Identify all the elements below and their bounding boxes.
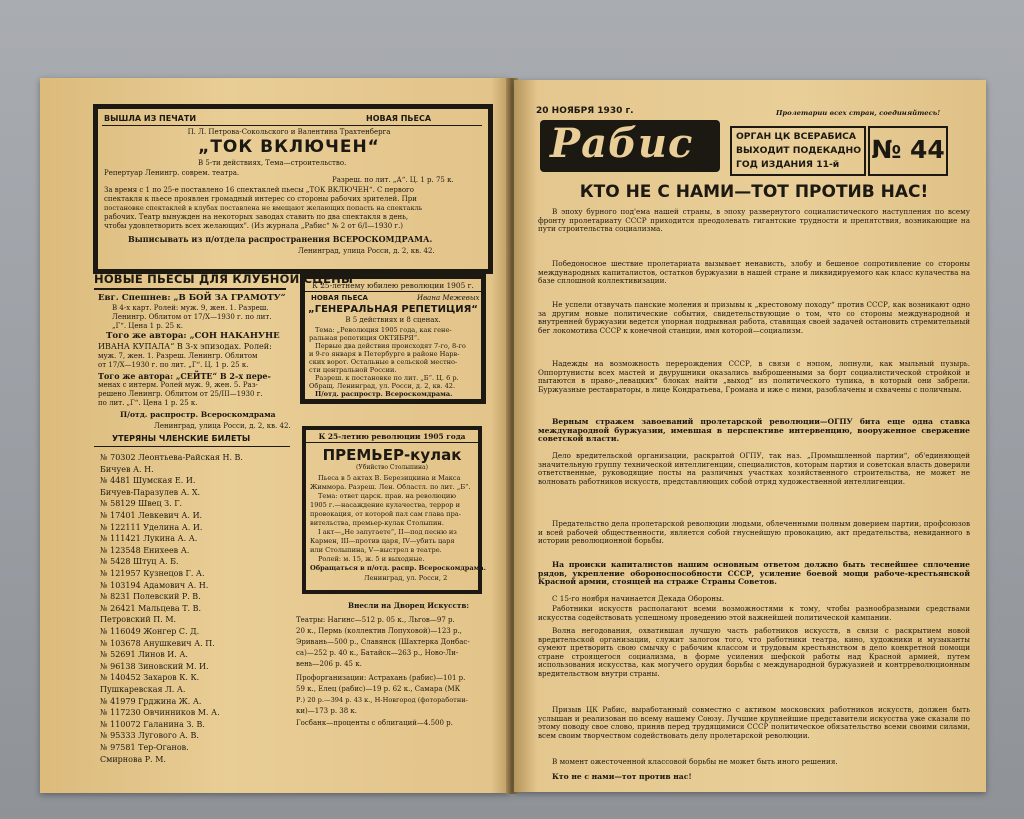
donation-line: Театры: Нагинс—512 р. 05 к., Льгов—97 р. [296, 616, 455, 624]
lost-ticket-row: Пушкаревская Л. А. [100, 685, 186, 694]
ad4-line: Обращаться в п/отд. распр. Всероскомдрама. [310, 564, 486, 572]
lost-ticket-row: № 5428 Штуц А. Б. [100, 557, 179, 567]
donation-line: 20 к., Пермь (коллектив Лопуховой)—123 р., [296, 627, 462, 635]
org-line: ОРГАН ЦК ВСЕРАБИСА [736, 131, 857, 142]
article-paragraph: Победоносное шествие пролетариата вызывает ненависть, злобу и бешеное сопротивление со стороны международных капиталистов, остатков буржуазии в нашей стране и ликвидируемого как класс кулачества на базе сплошной коллективизации. [538, 260, 970, 286]
ad2-line: менах с интерм. Ролей муж. 9, жен. 5. Раз- [98, 381, 258, 389]
ad3-line: сти центральной России. [309, 366, 397, 374]
ad2-line: Ленингр. Облитом от 17/X—1930 г. по лит. [112, 313, 272, 321]
article-paragraph: На происки капиталистов нашим основным ответом должно быть теснейшее сплочение рядов, укрепление обороноспособности СССР, усиление боевой мощи рабоче-крестьянской Красной армии, стоящей на страже Страны Советов. [538, 561, 970, 587]
ad4-line: Тема: ответ царск. прав. на революцию [318, 492, 457, 500]
article-paragraph: Предательство дела пролетарской революции людьми, облеченными полным доверием партии, профсоюзов и всей рабочей общественности, является собой гнуснейшую провокацию, акт предательства, невиданного в истории революционной борьбы. [538, 520, 970, 546]
ad1-label-left: ВЫШЛА ИЗ ПЕЧАТИ [104, 114, 197, 123]
ad4-line: провокация, от которой пал сам глава пра- [310, 510, 461, 518]
right-page [514, 80, 986, 792]
donation-line: Профорганизации: Астрахань (рабис)—101 р. [296, 674, 466, 682]
lost-ticket-row: № 41979 Грджина Ж. А. [100, 696, 202, 706]
lost-ticket-row: Смирнова Р. М. [100, 754, 166, 764]
article-paragraph: Кто не с нами—тот против нас! [552, 773, 692, 781]
ad4-title: ПРЕМЬЕР-кулак [322, 446, 462, 464]
lost-ticket-row: № 26421 Мальцева Т. В. [100, 603, 202, 613]
ad1-order: Выписывать из п/отдела распространения ВСЕРОСКОМДРАМА. [128, 234, 433, 244]
logo-block [540, 120, 720, 172]
article-paragraph: В момент ожесточенной классовой борьбы не может быть иного решения. [552, 758, 838, 766]
org-info [730, 126, 866, 176]
donation-line: Госбанк—проценты с облигаций—4.500 р. [296, 719, 453, 727]
ad4-line: Жиммора. Разреш. Лен. Областл. по лит. „Б“. [310, 483, 471, 491]
ad2-line: Того же автора: „СОН НАКАНУНЕ [106, 331, 280, 341]
lost-ticket-row: № 95333 Лугового А. В. [100, 731, 199, 741]
ad2-line: по лит. „Г“. Цена 1 р. 25 к. [98, 399, 198, 407]
ad3-label: НОВАЯ ПЬЕСА [311, 294, 368, 302]
headline: КТО НЕ С НАМИ—ТОТ ПРОТИВ НАС! [579, 182, 929, 202]
article-paragraph: В эпоху бурного под'ема нашей страны, в эпоху развернутого социалистического наступления по всему фронту пролетариату СССР приходится преодолевать гигантские трудности и препятствия, возникающие на пути строительства социализма. [538, 208, 970, 234]
ad3-title: „ГЕНЕРАЛЬНАЯ РЕПЕТИЦИЯ“ [308, 304, 478, 315]
ad1-label-right: НОВАЯ ПЬЕСА [366, 114, 432, 123]
ad2-line: Ленинград, улица Росси, д. 2, кв. 42. [154, 422, 291, 430]
ad2-line: от 17/X—1930 г. по лит. „Г“. Ц. 1 р. 25 к. [98, 361, 249, 369]
ad1-sub: В 5-ти действиях, Тема—строительство. [198, 159, 347, 167]
lost-ticket-row: № 17401 Левкевич А. И. [100, 511, 203, 520]
lost-ticket-row: № 110072 Галанина З. В. [100, 719, 205, 729]
ad-tok-vklyuchen [93, 104, 493, 274]
lost-ticket-row: № 116049 Жонгер С. Д. [100, 627, 200, 636]
article-paragraph: Призыв ЦК Рабис, выработанный совместно с активом московских работников искусств, должен быть услышан и реализован по всему нашему Союзу. Лучшие крупнейшие представители искусства уже сказали по этому поводу свое слово, приняв перед трудящимися СССР политическое обязательство всеми своими силами, всем своим творчеством содействовать делу пролетарской революции. [538, 706, 970, 740]
ad4-line: или Столыпина, V—выстрел в театре. [310, 546, 442, 554]
lost-ticket-row: № 122111 Уделина А. И. [100, 522, 203, 532]
lost-ticket-row: № 70302 Леонтьева-Райская Н. В. [100, 453, 243, 462]
ad1-authors: П. Л. Петрова-Сокольского и Валентина Трахтенберга [187, 128, 391, 136]
article-paragraph: Работники искусств располагают всеми возможностями к тому, чтобы разнообразными средствами искусства содействовать успешному проведению этой важнейшей политической кампании. [538, 605, 970, 622]
ad4-line: Кармен, III—против царя, IV—убить царя [310, 537, 455, 545]
ad2-line: решено Ленингр. Облитом от 25/III—1930 г. [98, 390, 263, 398]
ad3-line: Обращ. Ленинград, ул. Росси, д. 2, кв. 42. [309, 382, 456, 390]
ad4-line: вительства, премьер-кулак Столыпин. [310, 519, 444, 527]
lost-ticket-row: № 8231 Полевский Р. В. [100, 592, 201, 602]
lost-ticket-row: Бичуев А. Н. [100, 464, 154, 474]
ad4-line: Ленинград, ул. Росси, 2 [364, 574, 448, 582]
donations-title: Внесли на Дворец Искусств: [348, 601, 470, 610]
lost-ticket-row: № 52691 Линов И. А. [100, 650, 188, 660]
ad4-sub: (Убийство Столыпина) [356, 464, 428, 471]
ad1-text-line: спектакля к пьесе проявлен громадный интерес со стороны рабочих зрителей. При [104, 195, 417, 203]
ad-premier-kulak [302, 426, 486, 594]
lost-ticket-row: № 123548 Енихеев А. [100, 545, 190, 555]
ad1-text-line: постановке спектаклей в клубах поставлена не вмещают желающих попасть на спектакль [104, 204, 423, 212]
ad2-line: Евг. Спешнев: „В БОЙ ЗА ГРАМОТУ“ [98, 293, 286, 303]
lost-ticket-row: № 121957 Кузнецов Г. А. [100, 569, 205, 578]
ad3-author: Ивана Межевых [417, 294, 480, 302]
ad2-line: „Г“. Цена 1 р. 25 к. [112, 322, 183, 330]
ad1-text-line: рабочих. Театр вынужден на некоторых заводах ставить по два спектакля в день, [104, 213, 409, 221]
ad1-title: „ТОК ВКЛЮЧЕН“ [198, 137, 380, 157]
article-paragraph: Дело вредительской организации, раскрытой ОГПУ, так наз. „Промышленной партии“, об'единяющей значительную группу технической интеллигенции, специалистов, которым партия и советская власть доверили ответственные, руководящие посты на различных участках хозяйственного строительства, не может не волновать работников искусств, представляющих собой отряд художественной интеллигенции. [538, 452, 970, 486]
org-line: ГОД ИЗДАНИЯ 11-й [736, 159, 840, 170]
lost-ticket-row: Бичуев-Паразулев А. Х. [100, 487, 201, 497]
ad4-line: 1905 г.—насаждение кулачества, террор и [310, 501, 461, 509]
ad2-line: П/отд. распростр. Всероскомдрама [120, 410, 276, 419]
donation-line: Р.) 20 р.—394 р. 43 к., Н-Новгород (фотоработни- [296, 696, 468, 704]
ad1-line1: Репертуар Ленингр. соврем. театра. [104, 169, 240, 177]
ad4-line: Пьеса в 5 актах В. Березицкина и Макса [318, 474, 461, 482]
issue-number: № 44 [871, 135, 945, 164]
ad-generalnaya-repetitsiya [300, 274, 486, 404]
issue-number-box [868, 126, 948, 176]
lost-ticket-row: № 58129 Швец З. Г. [100, 499, 183, 509]
ad2-line: Того же автора: „СЕЙТЕ“ В 2-х пере- [98, 371, 271, 381]
donation-line: ки)—173 р. 38 к. [296, 707, 358, 715]
ad3-line: Первые два действия происходят 7-го, 8-го [315, 342, 466, 350]
ad1-text-line: За время с 1 по 25-е поставлено 16 спектаклей пьесы „ТОК ВКЛЮЧЕН“. С первого [104, 186, 414, 194]
article-paragraph: Не успели отзвучать панские моления и призывы к „крестовому походу“ против СССР, как возникают одно за другим новые политические события, свидетельствующие о том, что со стороны международной и внутренней буржуазии ведется упорная подрывная работа, ставящая своей задачей остановить стремительный бег локомотива СССР к конечной станции, имя которой—социализм. [538, 301, 970, 335]
ad1-address: Ленинград, улица Росси, д. 2, кв. 42. [298, 247, 435, 255]
lost-ticket-row: № 4481 Шумская Е. И. [100, 476, 196, 486]
issue-date: 20 НОЯБРЯ 1930 г. [536, 106, 634, 116]
donation-line: 59 к., Елец (рабис)—19 р. 62 к., Самара (МК [296, 685, 461, 693]
lost-ticket-row: Петровский П. М. [100, 615, 177, 625]
org-line: ВЫХОДИТ ПОДЕКАДНО [736, 145, 862, 156]
ad3-sub: В 5 действиях и 8 сценах. [345, 316, 441, 324]
article-paragraph: Надежды на возможность перерождения СССР, в связи с нэпом, лопнули, как мыльный пузырь. Оппортунисты всех мастей и двурушники оказались выброшенными за борт социалистической стройкой и пытаются в право-„левацких“ блоках найти „выход“ из политического тупика, в который они забрели. Буржуазные реставраторы, в лице Кондратьева, Громана и иже с ними, разоблачены и схвачены с поличным. [538, 360, 970, 394]
ad3-line: П/отд. распростр. Всероскомдрама. [315, 390, 453, 398]
ad4-line: I акт—„Не запугаете“, II—под песню из [318, 528, 457, 536]
lost-ticket-row: № 96138 Зиновский М. И. [100, 661, 209, 671]
lost-ticket-row: № 140452 Захаров К. К. [100, 673, 200, 683]
ad3-line: Тема: „Революция 1905 года, как гене- [315, 326, 452, 334]
ad3-line: ральная репетиция ОКТЯБРЯ“. [309, 334, 420, 342]
article-paragraph: Волна негодования, охватившая лучшую часть работников искусств, в связи с раскрытием новой вредительской организации, служит залогом того, что работники театра, кино, художники и музыканты сумеют претворить свою смычку с рабочим классом и трудовым крестьянством в дело конкретной помощи стране строящегося социализма, в форме усиления шефской работы над Красной армией, путем использования искусства, как могучего орудия борьбы с международной буржуазией и контрреволюционным вредительством внутри страны. [538, 627, 970, 678]
ad2-title: НОВЫЕ ПЬЕСЫ ДЛЯ КЛУБНОЙ СЦЕНЫ [94, 272, 354, 286]
masthead-logo: Рабис [550, 120, 694, 167]
ad4-line: Ролей: м. 15, ж. 5 и выходные. [318, 555, 425, 563]
lost-ticket-row: № 97581 Тер-Оганов. [100, 743, 189, 752]
donation-line: са)—252 р. 40 к., Батайск—263 р., Ново-Ли- [296, 649, 459, 657]
ad3-banner: К 25-летнему юбилею революции 1905 г. [312, 281, 474, 290]
donation-line: Эривань—500 р., Славянск (Шахтерка Донбас- [296, 638, 470, 646]
ad3-line: ских ворот. Остальные в сельской местно- [309, 358, 458, 366]
slogan: Пролетарии всех стран, соединяйтесь! [776, 109, 941, 117]
lost-tickets-title: УТЕРЯНЫ ЧЛЕНСКИЕ БИЛЕТЫ [112, 434, 251, 443]
ad1-line1b: Разреш. по лит. „А“. Ц. 1 р. 75 к. [332, 176, 454, 184]
left-page [40, 78, 510, 793]
ad2-line: ИВАНА КУПАЛА“ В 3-х эпизодах. Ролей: [98, 342, 272, 351]
ad3-line: Разреш. к постановке по лит. „Б“. Ц. 6 р. [315, 374, 459, 382]
lost-ticket-row: № 111421 Лукина А. А. [100, 534, 198, 544]
ad1-text-line: чтобы удовлетворить всех желающих". (Из журнала „Рабис“ № 2 от 6/I—1930 г.) [104, 222, 404, 230]
article-paragraph: Верным стражем завоеваний пролетарской революции—ОГПУ бита еще одна ставка международной буржуазии, имевшая в перспективе интервенцию, вооруженное свержение советской власти. [538, 418, 970, 444]
lost-ticket-row: № 103194 Адамович А. Н. [100, 580, 209, 590]
donation-line: вень—206 р. 45 к. [296, 660, 362, 668]
lost-ticket-row: № 117230 Овчинников М. А. [100, 708, 220, 718]
ad4-banner: К 25-летию революции 1905 года [318, 432, 466, 441]
lost-ticket-row: № 103678 Анушкевич А. П. [100, 638, 215, 648]
ad3-line: и 9-го января в Петербурге в районе Нарв- [309, 350, 460, 358]
ad2-line: В 4-х карт. Ролей: муж. 9, жен. 1. Разреш. [112, 304, 269, 312]
article-paragraph: С 15-го ноября начинается Декада Обороны. [552, 595, 725, 603]
ad2-line: муж. 7, жен. 1. Разреш. Ленингр. Облитом [98, 352, 258, 360]
